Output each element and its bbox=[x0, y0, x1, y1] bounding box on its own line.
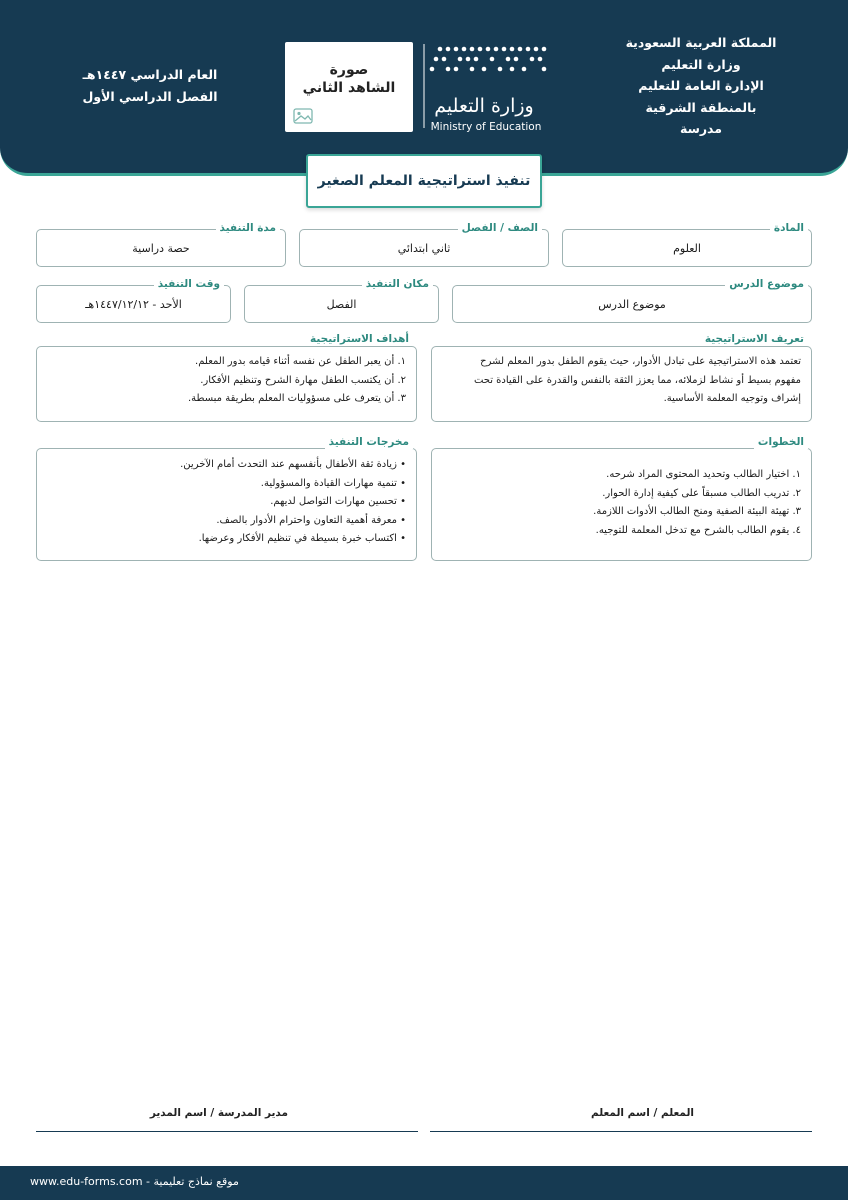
goals-label: أهداف الاستراتيجية bbox=[306, 332, 413, 346]
photo-label-line2: الشاهد الثاني bbox=[302, 80, 396, 96]
duration-label: مدة التنفيذ bbox=[216, 221, 280, 235]
step-line: ١. اختيار الطالب وتحديد المحتوى المراد شرحه. bbox=[606, 469, 801, 480]
logo-english-text: Ministry of Education bbox=[430, 121, 542, 133]
outcome-line: • اكتساب خبرة بسيطة في تنظيم الأفكار وعرضها. bbox=[198, 533, 406, 544]
definition-line: تعتمد هذه الاستراتيجية على تبادل الأدوار، حيث يقوم الطفل بدور المعلم لشرح bbox=[480, 356, 801, 367]
definition-line: مفهوم بسيط أو نشاط لزملائه، مما يعزز الثقة بالنفس والقدرة على القيادة تحت bbox=[473, 374, 801, 386]
teacher-signature-line[interactable] bbox=[430, 1131, 812, 1132]
steps-box[interactable] bbox=[431, 448, 812, 561]
place-value: الفصل bbox=[326, 297, 357, 311]
goals-box[interactable] bbox=[36, 346, 417, 422]
goal-line: ٢. أن يكتسب الطفل مهارة الشرح وتنظيم الأفكار. bbox=[200, 374, 406, 386]
school-text: مدرسة bbox=[679, 121, 723, 136]
footer-website-link[interactable]: www.edu-forms.com - موقع نماذج تعليمية bbox=[30, 1175, 239, 1188]
principal-signature-line[interactable] bbox=[36, 1131, 418, 1132]
image-icon bbox=[293, 108, 313, 128]
principal-signature-label: مدير المدرسة / اسم المدير bbox=[149, 1107, 288, 1119]
goal-line: ٣. أن يتعرف على مسؤوليات المعلم بطريقة مبسطة. bbox=[188, 393, 406, 404]
time-value: الأحد - ١٤٤٧/١٢/١٢هـ bbox=[85, 297, 182, 311]
subject-label: المادة bbox=[770, 221, 808, 235]
step-line: ٣. تهيئة البيئة الصفية ومنح الطالب الأدوات اللازمة. bbox=[593, 506, 801, 517]
outcome-line: • زيادة ثقة الأطفال بأنفسهم عند التحدث أمام الآخرين. bbox=[180, 459, 406, 470]
page-title-box bbox=[306, 154, 542, 208]
header-academic-info bbox=[60, 64, 240, 108]
directorate-text: الإدارة العامة للتعليم bbox=[638, 78, 764, 93]
grade-value: ثاني ابتدائي bbox=[397, 241, 451, 255]
goal-line: ١. أن يعبر الطفل عن نفسه أثناء قيامه بدور المعلم. bbox=[195, 356, 406, 367]
footer-bar bbox=[0, 1166, 848, 1200]
definition-label: تعريف الاستراتيجية bbox=[701, 332, 808, 346]
outcomes-box[interactable] bbox=[36, 448, 417, 561]
grade-label: الصف / الفصل bbox=[458, 221, 542, 235]
page-title: تنفيذ استراتيجية المعلم الصغير bbox=[317, 173, 531, 189]
place-label: مكان التنفيذ bbox=[362, 277, 433, 291]
step-line: ٤. يقوم الطالب بالشرح مع تدخل المعلمة للتوجيه. bbox=[595, 524, 801, 536]
outcomes-label: مخرجات التنفيذ bbox=[325, 435, 413, 449]
ministry-text: وزارة التعليم bbox=[661, 56, 741, 72]
topic-value: موضوع الدرس bbox=[598, 297, 666, 311]
time-label: وقت التنفيذ bbox=[154, 277, 224, 291]
step-line: ٢. تدريب الطالب مسبقاً على كيفية إدارة الحوار. bbox=[602, 487, 801, 499]
outcome-line: • تحسين مهارات التواصل لديهم. bbox=[270, 496, 406, 507]
header-banner bbox=[0, 0, 848, 176]
steps-label: الخطوات bbox=[754, 435, 808, 449]
witness-photo-placeholder bbox=[285, 42, 413, 132]
duration-value: حصة دراسية bbox=[132, 241, 190, 255]
semester-text: الفصل الدراسي الأول bbox=[82, 89, 218, 104]
ministry-logo bbox=[422, 40, 552, 136]
teacher-signature-label: المعلم / اسم المعلم bbox=[590, 1107, 694, 1119]
outcome-line: • معرفة أهمية التعاون واحترام الأدوار بالصف. bbox=[216, 514, 406, 526]
subject-value: العلوم bbox=[673, 241, 701, 255]
header-school-info bbox=[616, 32, 786, 140]
academic-year-text: العام الدراسي ١٤٤٧هـ bbox=[82, 67, 218, 82]
region-text: بالمنطقة الشرقية bbox=[645, 99, 757, 115]
logo-arabic-text: وزارة التعليم bbox=[434, 95, 534, 117]
topic-label: موضوع الدرس bbox=[725, 277, 808, 291]
definition-line: إشراف وتوجيه المعلمة الأساسية. bbox=[663, 393, 801, 404]
definition-box[interactable] bbox=[431, 346, 812, 422]
kingdom-text: المملكة العربية السعودية bbox=[625, 35, 777, 50]
outcome-line: • تنمية مهارات القيادة والمسؤولية. bbox=[260, 477, 406, 489]
photo-label-line1: صورة bbox=[329, 62, 369, 78]
